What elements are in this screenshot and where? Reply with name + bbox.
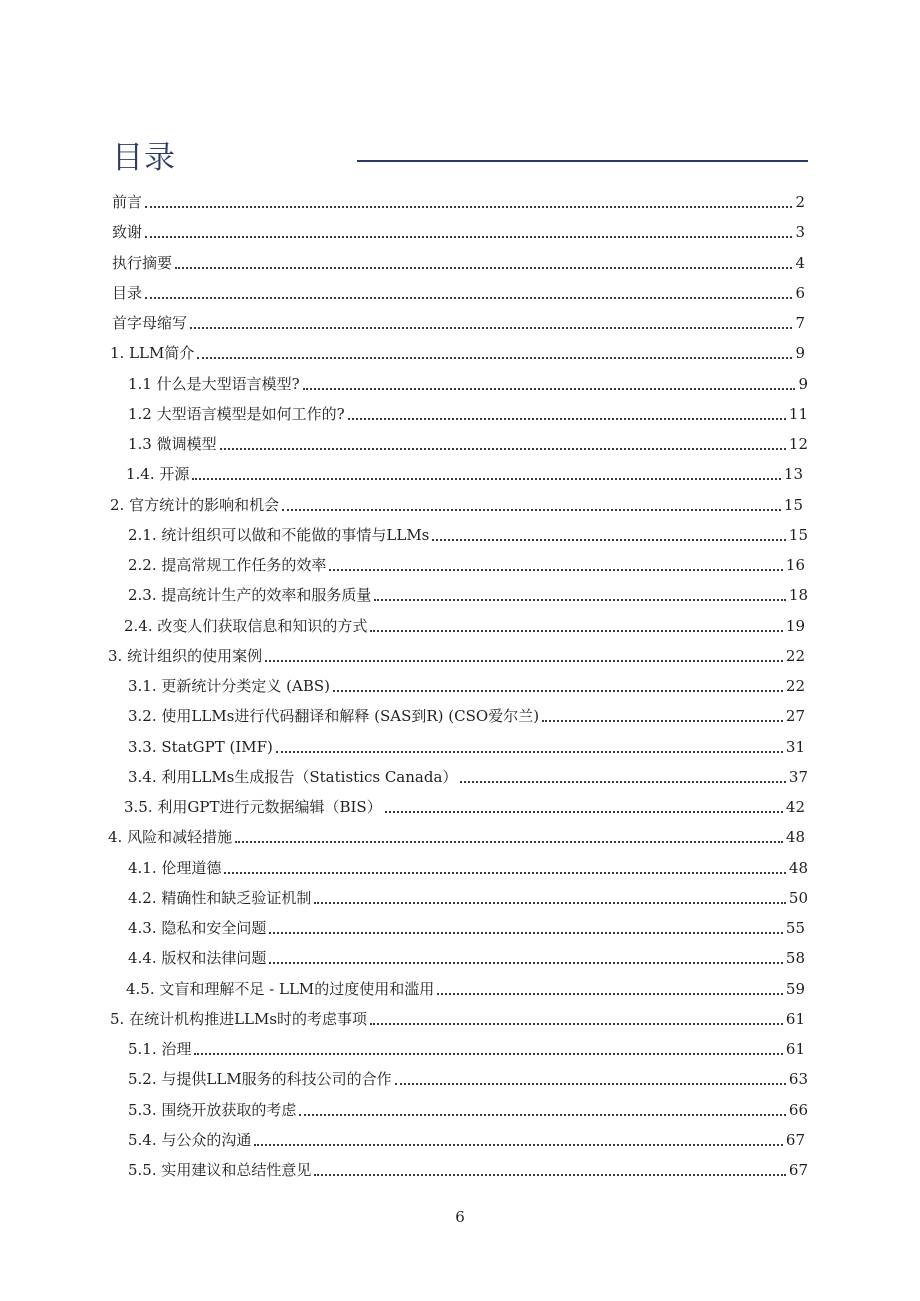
toc-entry[interactable] (128, 1065, 808, 1089)
toc-entry[interactable] (128, 733, 805, 757)
dot-leader (370, 1023, 783, 1025)
dot-leader (303, 388, 796, 390)
toc-entry[interactable] (128, 430, 808, 454)
toc-entry[interactable] (128, 521, 808, 545)
dot-leader (269, 932, 783, 934)
toc-entry-page: 37 (788, 767, 808, 786)
toc-entry-label: 4.3. 隐私和安全问题 (128, 919, 267, 937)
toc-entry-page: 12 (788, 435, 808, 453)
toc-entry[interactable] (128, 854, 808, 878)
dot-leader (254, 1144, 783, 1146)
toc-entry-page: 9 (798, 374, 808, 393)
dot-leader (145, 236, 792, 238)
toc-entry[interactable] (128, 1096, 808, 1120)
toc-entry-label: 3.5. 利用GPT进行元数据编辑（BIS） (124, 798, 382, 816)
toc-entry-label: 1. LLM简介 (110, 344, 195, 363)
toc-entry[interactable] (128, 551, 805, 575)
toc-entry-page: 42 (785, 798, 805, 816)
toc-entry-page: 67 (788, 1161, 808, 1179)
toc-entry[interactable] (128, 1035, 805, 1059)
dot-leader (314, 902, 786, 904)
toc-entry[interactable] (108, 642, 805, 666)
dot-leader (437, 993, 783, 995)
dot-leader (269, 962, 783, 964)
toc-entry-page: 16 (785, 556, 805, 574)
toc-entry[interactable] (128, 763, 808, 787)
toc-entry-page: 48 (785, 828, 805, 847)
dot-leader (145, 297, 792, 299)
toc-entry-label: 5.5. 实用建议和总结性意见 (128, 1161, 312, 1179)
toc-entry-page: 58 (785, 949, 805, 968)
toc-entry[interactable] (112, 309, 805, 333)
toc-entry-label: 5.3. 围绕开放获取的考虑 (128, 1100, 297, 1119)
toc-entry[interactable] (110, 491, 803, 515)
toc-entry[interactable] (126, 975, 805, 999)
toc-entry-page: 31 (785, 737, 805, 756)
toc-entry[interactable] (128, 370, 808, 394)
toc-entry-page: 15 (783, 495, 803, 514)
toc-entry-label: 1.3 微调模型 (128, 435, 217, 453)
dot-leader (282, 509, 781, 511)
toc-entry-label: 2.3. 提高统计生产的效率和服务质量 (128, 586, 372, 605)
title-underline (357, 160, 808, 162)
toc-entry-page: 19 (785, 616, 805, 635)
toc-entry-label: 1.4. 开源 (126, 465, 190, 484)
dot-leader (542, 720, 783, 722)
dot-leader (276, 751, 783, 753)
toc-entry[interactable] (128, 944, 805, 968)
dot-leader (224, 872, 786, 874)
dot-leader (299, 1114, 786, 1116)
dot-leader (175, 267, 792, 269)
page-number: 6 (455, 1208, 465, 1226)
toc-entry[interactable] (108, 823, 805, 847)
toc-entry-page: 15 (788, 525, 808, 544)
toc-entry-page: 11 (788, 404, 808, 423)
toc-entry-page: 7 (795, 314, 805, 332)
dot-leader (235, 841, 783, 843)
toc-entry[interactable] (128, 672, 805, 696)
page-title: 目录 (112, 140, 176, 176)
toc-entry-page: 6 (795, 283, 805, 302)
toc-entry-page: 55 (785, 919, 805, 937)
toc-entry[interactable] (112, 249, 805, 273)
dot-leader (220, 448, 786, 450)
toc-entry-label: 5.1. 治理 (128, 1040, 192, 1058)
dot-leader (192, 478, 781, 480)
toc-entry-page: 18 (788, 586, 808, 605)
dot-leader (197, 357, 792, 359)
toc-entry-label: 致谢 (112, 223, 143, 242)
toc-entry-page: 3 (795, 223, 805, 242)
toc-entry-label: 前言 (112, 193, 143, 211)
toc-entry[interactable] (128, 1126, 805, 1150)
toc-entry-label: 2. 官方统计的影响和机会 (110, 495, 280, 514)
toc-entry-page: 59 (785, 979, 805, 998)
toc-entry-label: 执行摘要 (112, 253, 173, 272)
toc-entry[interactable] (128, 884, 808, 908)
dot-leader (265, 660, 783, 662)
toc-entry-label: 3. 统计组织的使用案例 (108, 646, 263, 665)
toc-entry[interactable] (128, 1156, 808, 1180)
toc-entry[interactable] (112, 188, 805, 212)
toc-entry-page: 61 (785, 1040, 805, 1058)
toc-entry-label: 1.2 大型语言模型是如何工作的? (128, 404, 345, 423)
toc-entry-label: 3.3. StatGPT (IMF) (128, 737, 273, 756)
toc-entry-page: 13 (783, 465, 803, 484)
toc-entry-label: 5. 在统计机构推进LLMs时的考虑事项 (110, 1009, 368, 1028)
dot-leader (395, 1083, 786, 1085)
toc-entry-label: 4. 风险和减轻措施 (108, 828, 233, 847)
toc-entry-page: 4 (795, 253, 805, 272)
toc-entry-label: 目录 (112, 283, 143, 302)
toc-entry-label: 3.4. 利用LLMs生成报告（Statistics Canada） (128, 767, 458, 786)
toc-entry-page: 61 (785, 1009, 805, 1028)
toc-entry[interactable] (126, 460, 803, 484)
toc-entry-label: 4.4. 版权和法律问题 (128, 949, 267, 968)
toc-entry-label: 2.4. 改变人们获取信息和知识的方式 (124, 616, 368, 635)
toc-entry[interactable] (110, 339, 805, 363)
toc-entry-label: 4.1. 伦理道德 (128, 858, 222, 877)
toc-entry-page: 22 (785, 677, 805, 695)
toc-entry-label: 4.2. 精确性和缺乏验证机制 (128, 888, 312, 907)
toc-entry-label: 2.2. 提高常规工作任务的效率 (128, 556, 327, 574)
toc-entry-page: 2 (795, 193, 805, 211)
toc-entry-page: 27 (785, 707, 805, 726)
toc-entry[interactable] (128, 702, 805, 726)
dot-leader (348, 418, 786, 420)
toc-entry-page: 9 (795, 344, 805, 363)
toc-entry[interactable] (112, 218, 805, 242)
toc-entry-page: 67 (785, 1130, 805, 1149)
dot-leader (370, 630, 783, 632)
dot-leader (329, 569, 783, 571)
toc-entry-label: 5.4. 与公众的沟通 (128, 1130, 252, 1149)
dot-leader (374, 599, 786, 601)
toc-entry-page: 50 (788, 888, 808, 907)
toc-entry[interactable] (124, 612, 805, 636)
toc-entry-label: 2.1. 统计组织可以做和不能做的事情与LLMs (128, 525, 430, 544)
toc-entry-page: 48 (788, 858, 808, 877)
toc-entry[interactable] (128, 400, 808, 424)
toc-entry[interactable] (124, 793, 805, 817)
dot-leader (194, 1053, 783, 1055)
toc-entry[interactable] (112, 279, 805, 303)
toc-entry-page: 63 (788, 1070, 808, 1089)
toc-entry-label: 3.2. 使用LLMs进行代码翻译和解释 (SAS到R) (CSO爱尔兰) (128, 707, 540, 726)
toc-entry-label: 3.1. 更新统计分类定义 (ABS) (128, 677, 330, 695)
toc-entry-label: 4.5. 文盲和理解不足 - LLM的过度使用和滥用 (126, 979, 435, 998)
toc-entry[interactable] (128, 581, 808, 605)
dot-leader (333, 690, 783, 692)
toc-entry-label: 1.1 什么是大型语言模型? (128, 374, 300, 393)
dot-leader (460, 781, 786, 783)
toc-entry-page: 22 (785, 646, 805, 665)
dot-leader (145, 206, 792, 208)
toc-entry-label: 5.2. 与提供LLM服务的科技公司的合作 (128, 1070, 392, 1089)
dot-leader (190, 327, 792, 329)
toc-entry[interactable] (110, 1005, 805, 1029)
dot-leader (385, 811, 783, 813)
dot-leader (314, 1174, 786, 1176)
toc-entry-label: 首字母缩写 (112, 314, 188, 332)
toc-entry-page: 66 (788, 1100, 808, 1119)
dot-leader (432, 539, 786, 541)
toc-entry[interactable] (128, 914, 805, 938)
